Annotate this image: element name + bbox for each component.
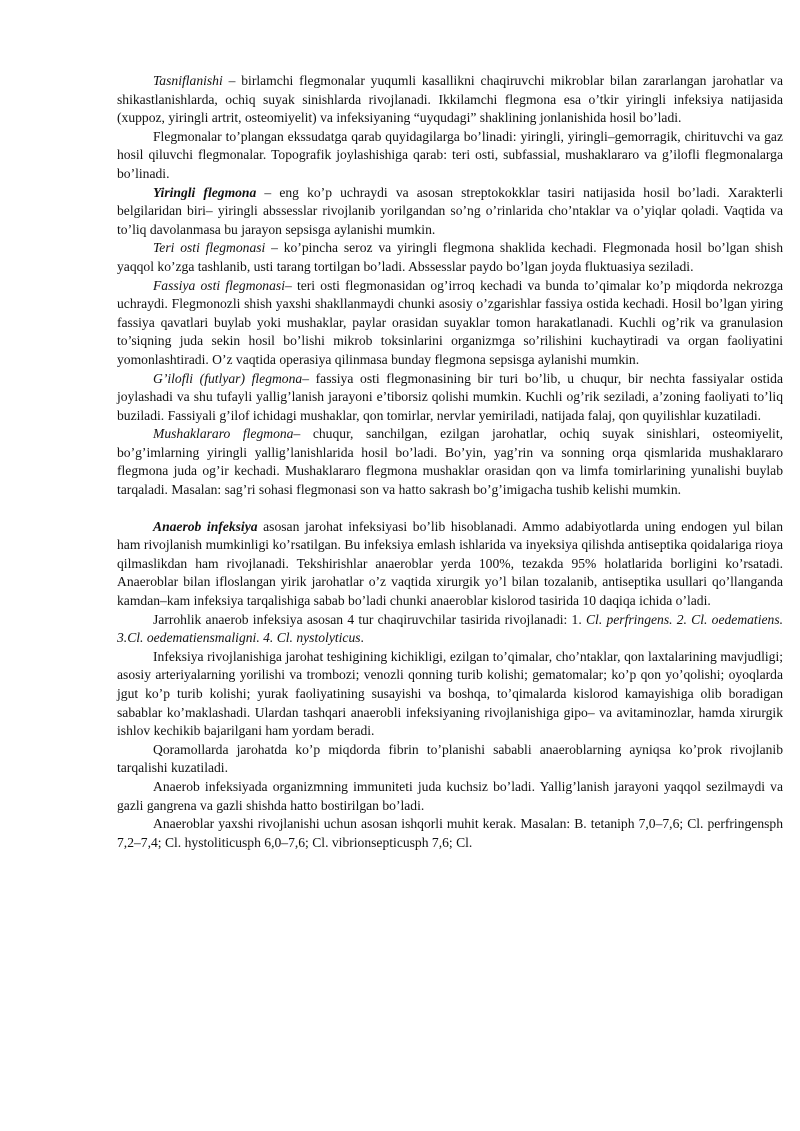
pathogen-list: Cl. perfringens. 2. Cl. oedematiens. 3.Cl. oedematiensmaligni. 4. Cl. nystolyticus [117, 611, 784, 646]
paragraph-text: Qoramollarda jarohatda ko’p miqdorda fibrin to’planishi sababli anaeroblarning ayniqsa ko’prok rivojlanib tarqalishi kuzatiladi. [117, 741, 783, 776]
paragraph-classification [117, 72, 783, 128]
paragraph-exudate-types [117, 128, 783, 184]
paragraph-text: Flegmonalar to’plangan ekssudatga qarab quyidagilarga bo’linadi: yiringli, yiringli–gemorragik, chirituvchi va gaz hosil qiluvchi flegmonalar. Topografik joylashishiga qarab: teri osti, subfassial, mushaklararo va g’ilofli flegmonalarga bo’linadi. [117, 128, 783, 181]
paragraph-text: – eng ko’p uchraydi va asosan streptokokklar tasiri natijasida hosil bo’ladi. Xarakterli belgilaridan biri– yiringli abssesslar rivojlanib yorilgandan so’ng o’rinlarida cho’ntaklar va o’yiqlar qoladi. Vaqtida va to’liq davolanmasa bu jarayon sepsisga aylanishi mumkin. [117, 184, 783, 237]
paragraph-risk-factors [117, 648, 783, 741]
paragraph-purulent-phlegmon [117, 184, 783, 240]
paragraph-pathogens [117, 611, 783, 648]
paragraph-text: Infeksiya rivojlanishiga jarohat teshigining kichikligi, ezilgan to’qimalar, cho’ntaklar, qon laxtalarining mavjudligi; asosiy arteriyalarning yorilishi va trombozi; venozli qonning turib kolishi; gematomalar; ko’p qon yo’qolishi; oyoqlarda jgut ko’p turib kolishi; yurak faoliyatining susayishi va boshqa, to’qimalarda kislorod kamayishiga olib boradigan sabablar ko’maklashadi. Ulardan tashqari anaerobli infeksiyaning rivojlanishiga gipo– va avitaminozlar, hamda xirurgik ishlov kechikib bajarilgani ham yordam beradi. [117, 648, 783, 739]
paragraph-intermuscular-phlegmon [117, 425, 783, 499]
paragraph-alkaline-medium [117, 815, 783, 852]
document-page [117, 72, 783, 852]
paragraph-cattle [117, 741, 783, 778]
paragraph-end: . [360, 630, 364, 646]
term-yiringli-flegmona: Yiringli flegmona [153, 184, 257, 200]
paragraph-text: – teri osti flegmonasidan og’irroq kechadi va bunda to’qimalar ko’p miqdorda nekrozga uchraydi. Flegmonozli shish yaxshi shakllanmaydi chunki asosiy o’zgarishlar fassiya ostida kechadi. Hosil bo’lgan yiring fassiya qavatlari buylab yoki mushaklar, paylar orasidan suyaklar tomon harakatlanadi. Kuchli og’rik va granulasion to’siqning juda sekin hosil bo’lishi mikrob toksinlarini organizmga so’rilishini kuchaytiradi va organ faoliyatini yomonlashtiradi. O’z vaqtida operasiya qilinmasa bunday flegmona sepsisga aylanishi mumkin. [117, 277, 784, 367]
blank-line [117, 500, 783, 518]
term-mushaklararo: Mushaklararo flegmona [153, 426, 294, 442]
paragraph-subfascial-phlegmon [117, 277, 783, 370]
paragraph-text: asosan jarohat infeksiyasi bo’lib hisoblanadi. Ammo adabiyotlarda uning endogen yul bilan ham rivojlanish mumkinligi ko’rsatilgan. Bu infeksiya emlash ishlarida va inyeksiya qilishda antiseptika qoidalariga rioya qilmaslikdan ham rivojlanadi. Tekshirishlar anaeroblar yerda 100%, tezakda 95% holatlarida borligini ko’rsatadi. Anaeroblar bilan ifloslangan yirik jarohatlar o’z vaqtida xirurgik yo’l bilan tozalanib, antiseptika usullari qo’llanganda kamdan–kam infeksiya tarqalishiga sabab bo’ladi chunki anaeroblar kislorod tasirida 10 daqiqa ichida o’ladi. [117, 518, 783, 609]
paragraph-text: Jarrohlik anaerob infeksiya asosan 4 tur chaqiruvchilar tasirida rivojlanadi: 1. [153, 611, 586, 627]
term-teri-osti: Teri osti flegmonasi [153, 240, 266, 256]
paragraph-text: – chuqur, sanchilgan, ezilgan jarohatlar, ochiq suyak sinishlari, osteomiyelit, bo’g’imlarning yiringli yallig’lanishlarida hosil bo’ladi. Bo’yin, yag’rin va sonning orqa qismlarida mushaklararo flegmona juda og’ir kechadi. Mushaklararo flegmona mushaklar orasidan qon va limfa tomirlarining yunalishi buylab tarqaladi. Masalan: sag’ri sohasi flegmonasi son va hatto sakrash bo’g’imigacha tushib kelishi mumkin. [117, 426, 783, 498]
paragraph-text: – fassiya osti flegmonasining bir turi bo’lib, u chuqur, bir nechta fassiyalar ostida joylashadi va shu tufayli yallig’lanish jarayoni e’tiborsiz qolishi mumkin. Kuchli og’rik seziladi, a’zoning faoliyati to’liq buziladi. Fassiyali g’ilof ichidagi mushaklar, qon tomirlar, nervlar yemiriladi, natijada falaj, qon quyilishlar kuzatiladi. [117, 370, 783, 423]
paragraph-sheath-phlegmon [117, 370, 783, 426]
paragraph-anaerobic-infection [117, 518, 783, 611]
term-tasniflanishi: Tasniflanishi [153, 73, 223, 88]
paragraph-text: – ko’pincha seroz va yiringli flegmona shaklida kechadi. Flegmonada hosil bo’lgan shish yaqqol ko’zga tashlanib, usti tarang tortilgan bo’ladi. Abssesslar paydo bo’lgan joyda fluktuasiya seziladi. [117, 240, 783, 274]
term-fassiya-osti: Fassiya osti flegmonasi [153, 277, 285, 293]
paragraph-text: Anaeroblar yaxshi rivojlanishi uchun asosan ishqorli muhit kerak. Masalan: B. tetaniph 7,0–7,6; Cl. perfringensph 7,2–7,4; Cl. hystoliticusph 6,0–7,6; Cl. vibrionsepticusph 7,6; Cl. [117, 816, 783, 850]
term-gilofli: G’ilofli (futlyar) flegmona [153, 370, 303, 386]
paragraph-immunity [117, 778, 783, 815]
paragraph-text: – birlamchi flegmonalar yuqumli kasallikni chaqiruvchi mikroblar bilan zararlangan jarohatlar va shikastlanishlarda, ochiq suyak sinishlarda rivojlanadi. Ikkilamchi flegmona esa o’tkir yiringli infeksiya natijasida (xuppoz, yiringli artrit, osteomiyelit) va infeksiyaning “uyqudagi” shaklining jonlanishida hosil bo’ladi. [117, 73, 783, 126]
paragraph-subcutaneous-phlegmon [117, 239, 783, 276]
paragraph-text: Anaerob infeksiyada organizmning immuniteti juda kuchsiz bo’ladi. Yallig’lanish jarayoni yaqqol sezilmaydi va gazli gangrena va gazli shishda hatto bostirilgan bo’ladi. [117, 778, 783, 813]
term-anaerob-infeksiya: Anaerob infeksiya [153, 518, 258, 534]
